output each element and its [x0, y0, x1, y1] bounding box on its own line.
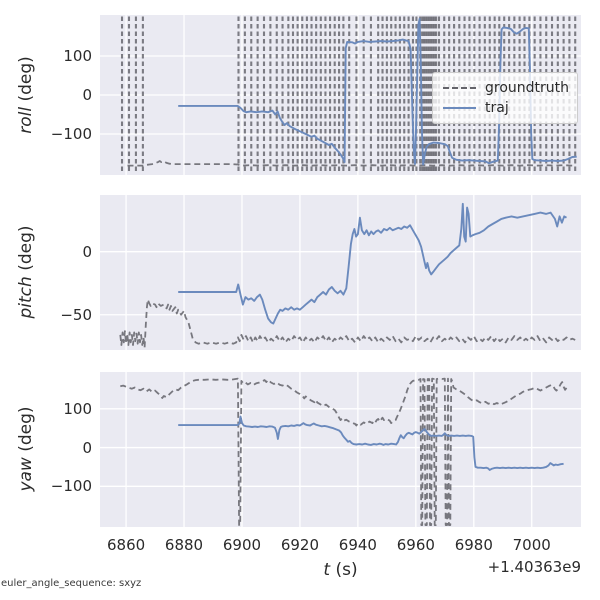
y-tick-label: −100 — [50, 477, 92, 496]
legend-label-groundtruth: groundtruth — [485, 80, 570, 96]
x-tick-label: 6960 — [396, 536, 435, 554]
y-tick-label: −50 — [60, 305, 92, 324]
legend-label-traj: traj — [485, 100, 509, 116]
y-tick-label: 100 — [63, 46, 92, 65]
x-tick-label: 6940 — [338, 536, 377, 554]
y-tick-label: −100 — [50, 125, 92, 144]
legend — [432, 72, 578, 124]
x-tick-label: 6900 — [222, 536, 262, 554]
x-tick-label: 6980 — [454, 536, 493, 554]
y-tick-label: 0 — [82, 438, 92, 457]
y-tick-label: 0 — [82, 86, 92, 104]
traj-line-sample — [443, 107, 476, 109]
legend-item-traj — [433, 100, 577, 116]
x-tick-label: 6880 — [164, 536, 204, 554]
x-tick-label: 6920 — [280, 536, 320, 554]
y-tick-label: 0 — [82, 242, 92, 261]
pitch-axis-label: pitch (deg) — [16, 225, 36, 319]
groundtruth-line-sample — [443, 87, 476, 89]
y-tick-label: 100 — [63, 399, 92, 418]
axis-offset-text: +1.40363e9 — [487, 558, 581, 576]
yaw-axis-label: yaw (deg) — [16, 406, 36, 492]
roll-axis-label: roll (deg) — [16, 56, 36, 134]
x-tick-label: 6860 — [106, 536, 146, 554]
euler-sequence-footnote: euler_angle_sequence: sxyz — [1, 578, 142, 589]
time-axis-label: t (s) — [323, 560, 358, 580]
legend-item-groundtruth — [433, 80, 577, 96]
x-tick-label: 7000 — [512, 536, 551, 554]
